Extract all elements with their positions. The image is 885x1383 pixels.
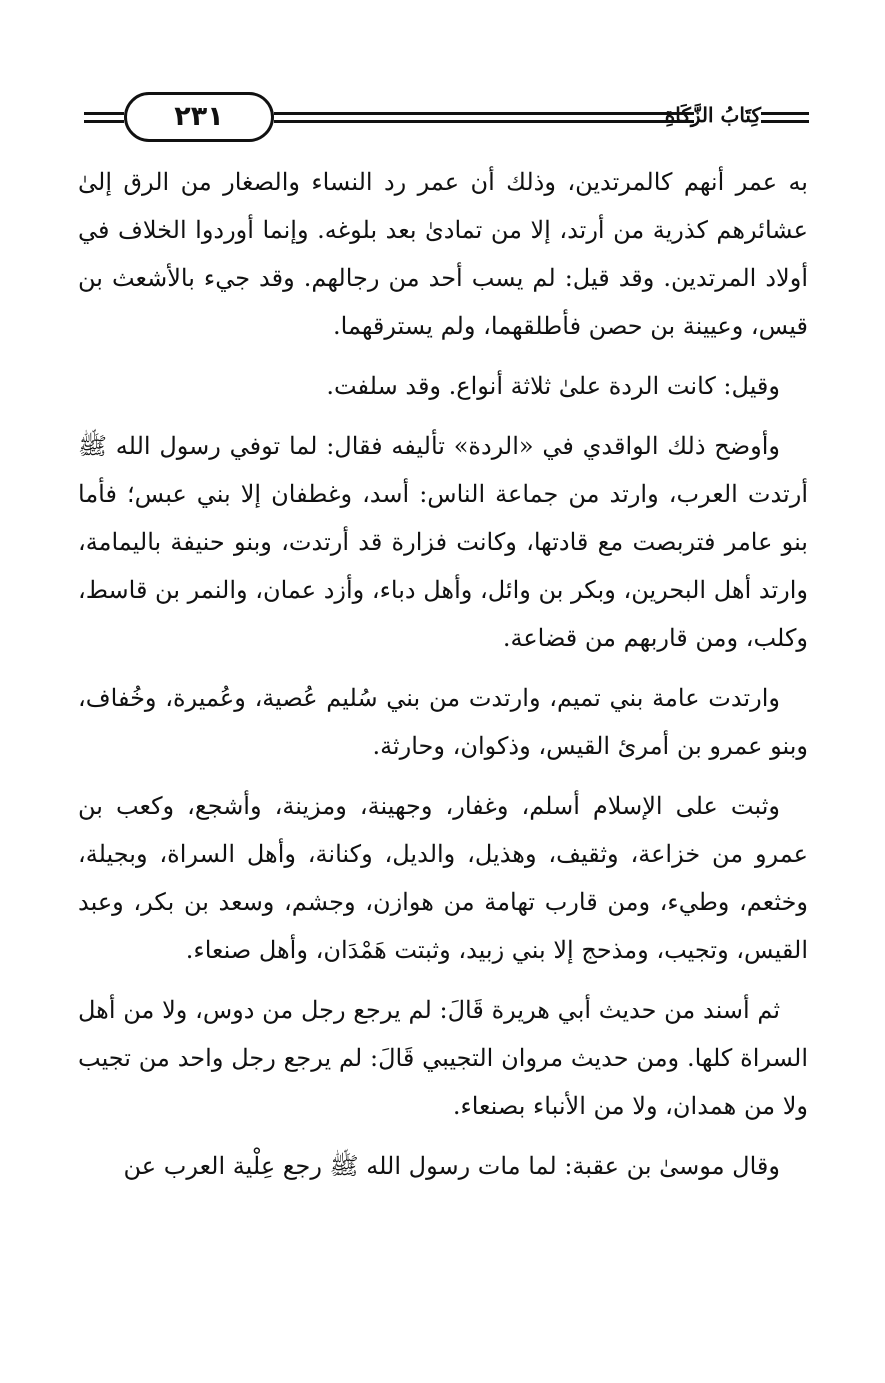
paragraph-6: ثم أسند من حديث أبي هريرة قَالَ: لم يرجع رجل من دوس، ولا من أهل السراة كلها. ومن حديث مروان التجيبي قَالَ: لم يرجع رجل واحد من تجيب ولا من همدان، ولا من الأنباء بصنعاء. — [78, 996, 808, 1120]
paragraph-5: وثبت على الإسلام أسلم، وغفار، وجهينة، ومزينة، وأشجع، وكعب بن عمرو من خزاعة، وثقيف، وهذيل، والديل، وكنانة، وأهل السراة، وبجيلة، وخثعم، وطيء، ومن قارب تهامة من هوازن، وجشم، وسعد بن بكر، وعبد القيس، وتجيب، ومذحج إلا بني زبيد، وثبتت هَمْدَان، وأهل صنعاء. — [78, 792, 808, 964]
body-text — [78, 158, 808, 1202]
header-rule-left — [84, 112, 124, 123]
paragraph-4: وارتدت عامة بني تميم، وارتدت من بني سُليم عُصية، وعُميرة، وخُفاف، وبنو عمرو بن أمرئ القيس، وذكوان، وحارثة. — [78, 684, 808, 760]
running-header — [84, 92, 809, 144]
book-title: كِتَابُ الزَّكَاةِ — [664, 103, 761, 127]
paragraph-3: وأوضح ذلك الواقدي في «الردة» تأليفه فقال: لما توفي رسول الله ﷺ أرتدت العرب، وارتد من جماعة الناس: أسد، وغطفان إلا بني عبس؛ فأما بنو عامر فتربصت مع قادتها، وكانت فزارة قد أرتدت، وبنو حنيفة باليمامة، وارتد أهل البحرين، وبكر بن وائل، وأهل دباء، وأزد عمان، والنمر بن قاسط، وكلب، ومن قاربهم من قضاعة. — [78, 432, 808, 652]
header-rule-middle — [274, 112, 694, 123]
paragraph-2: وقيل: كانت الردة علىٰ ثلاثة أنواع. وقد سلفت. — [326, 372, 780, 400]
paragraph-7: وقال موسىٰ بن عقبة: لما مات رسول الله ﷺ رجع عِلْية العرب عن — [123, 1152, 780, 1180]
page-number: ٢٣١ — [124, 92, 274, 142]
header-rule-right — [761, 112, 809, 123]
paragraph-1: به عمر أنهم كالمرتدين، وذلك أن عمر رد النساء والصغار من الرق إلىٰ عشائرهم كذرية من أرتد، إلا من تمادىٰ بعد بلوغه. وإنما أوردوا الخلاف في أولاد المرتدين. وقد قيل: لم يسب أحد من رجالهم. وقد جيء بالأشعث بن قيس، وعيينة بن حصن فأطلقهما، ولم يسترقهما. — [78, 168, 808, 340]
